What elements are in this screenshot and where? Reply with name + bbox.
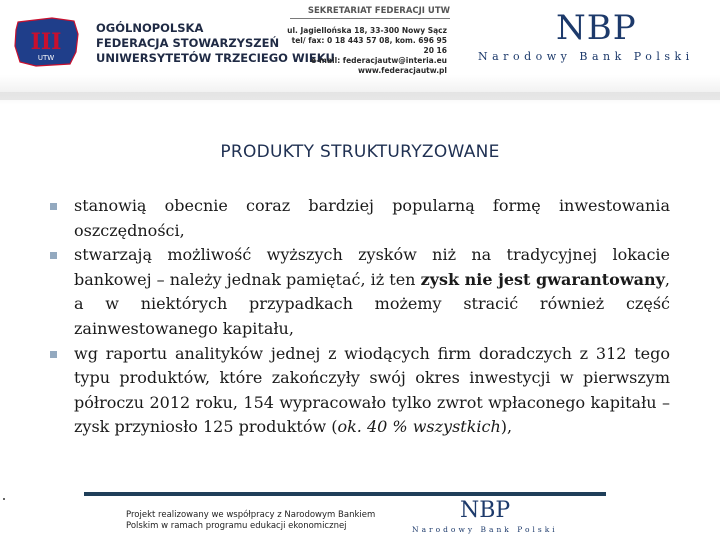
utw-map-logo bbox=[12, 16, 82, 68]
nbp-full-name: Narodowy Bank Polski bbox=[412, 525, 558, 534]
footer-line: Projekt realizowany we współpracy z Narodowym Bankiem bbox=[126, 510, 376, 520]
nbp-logo-top bbox=[478, 8, 710, 70]
stray-mark bbox=[3, 498, 5, 500]
bullet-square-icon bbox=[50, 252, 57, 259]
bullet-emphasis: zysk nie jest gwarantowany bbox=[420, 269, 665, 289]
bullet-text: , a w niektórych przypadkach możemy stracić również część zainwestowanego kapitału, bbox=[74, 269, 670, 338]
bullet-list bbox=[50, 194, 670, 440]
secretariat-title: SEKRETARIAT FEDERACJI UTW bbox=[307, 6, 450, 16]
contact-email: e-mail: federacjautw@interia.eu bbox=[310, 56, 447, 65]
svg-text:UTW: UTW bbox=[37, 54, 55, 62]
bullet-item bbox=[50, 194, 670, 243]
org-line: FEDERACJA STOWARZYSZEŃ bbox=[96, 36, 280, 50]
footer-note bbox=[126, 510, 375, 532]
header-shadow bbox=[0, 92, 720, 104]
bullet-text: stwarzają możliwość wyższych zysków niż na tradycyjnej lokacie bankowej – należy jednak pamiętać, iż ten bbox=[74, 245, 670, 289]
nbp-abbr: NBP bbox=[556, 8, 637, 48]
bullet-italic: ok. 40 % wszystkich bbox=[337, 417, 501, 437]
contact-phone: tel/ fax: 0 18 443 57 08, kom. 696 95 20 16 bbox=[291, 36, 447, 55]
bullet-text: stanowią obecnie coraz bardziej popularną formę inwestowania oszczędności, bbox=[74, 196, 670, 240]
org-line: OGÓLNOPOLSKA bbox=[96, 21, 204, 35]
bullet-item bbox=[50, 243, 670, 341]
nbp-logo-bottom bbox=[412, 498, 562, 538]
slide-title: PRODUKTY STRUKTURYZOWANE bbox=[220, 142, 500, 162]
nbp-full-name: Narodowy Bank Polski bbox=[478, 50, 694, 63]
bullet-text: wg raportu analityków jednej z wiodących firm doradczych z 312 tego typu produktów, które zakończyły swój okres inwestycji w pierwszym półroczu 2012 roku, 154 wypracowało tylko zwrot wpłaconego kapitału – zysk przyniosło 125 produktów ( bbox=[74, 343, 670, 437]
bullet-square-icon bbox=[50, 351, 57, 358]
secretariat-divider bbox=[290, 18, 450, 19]
org-line: UNIWERSYTETÓW TRZECIEGO WIEKU bbox=[96, 51, 335, 65]
bullet-square-icon bbox=[50, 203, 57, 210]
footer-line: Polskim w ramach programu edukacji ekonomicznej bbox=[126, 521, 347, 531]
svg-text:III: III bbox=[30, 29, 62, 55]
nbp-abbr: NBP bbox=[460, 498, 511, 523]
secretariat-contact bbox=[282, 26, 447, 76]
bullet-text: ), bbox=[500, 417, 513, 437]
contact-address: ul. Jagiellońska 18, 33-300 Nowy Sącz bbox=[287, 26, 447, 35]
footer-divider bbox=[84, 492, 606, 496]
contact-website: www.federacjautw.pl bbox=[358, 66, 447, 75]
bullet-item bbox=[50, 342, 670, 440]
